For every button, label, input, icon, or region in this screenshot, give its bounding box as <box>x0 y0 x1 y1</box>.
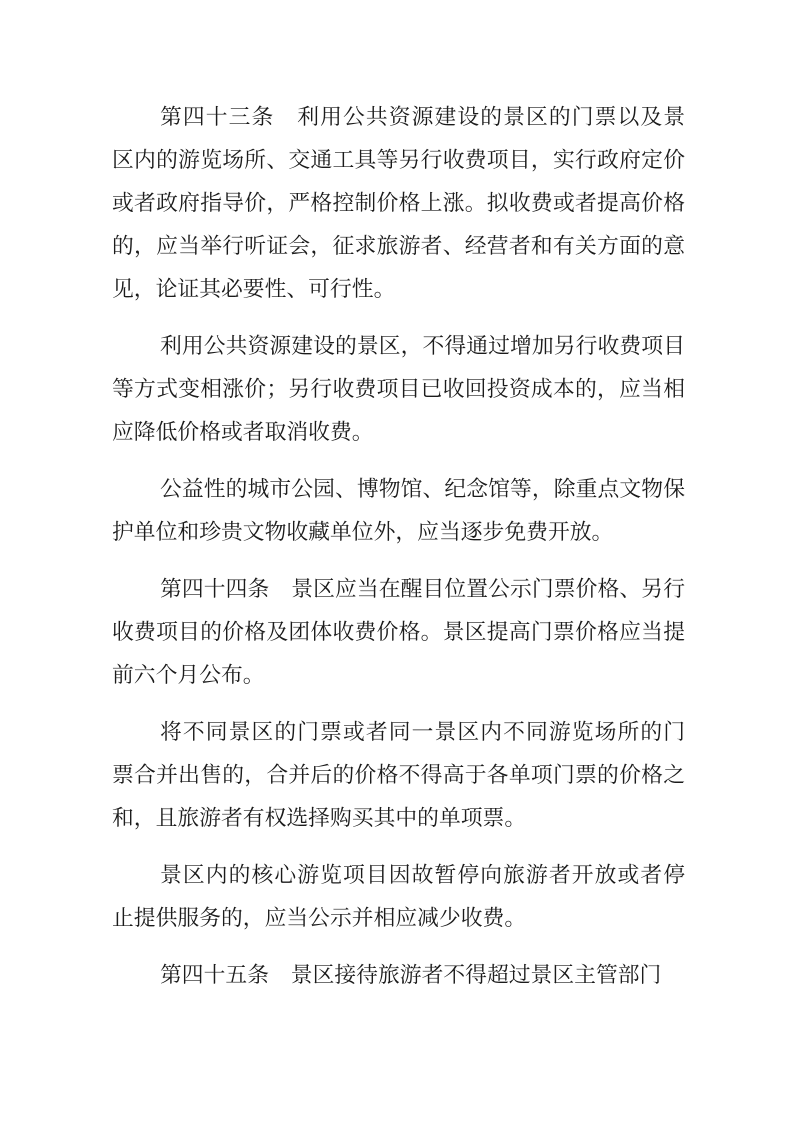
text-line: 利用公共资源建设的景区，不得通过增加另行收费项目 <box>160 334 685 358</box>
text-line: 第四十四条 景区应当在醒目位置公示门票价格、另行 <box>160 577 685 601</box>
text-line: 前六个月公布。 <box>112 663 265 687</box>
text-line: 或者政府指导价，严格控制价格上涨。拟收费或者提高价格 <box>112 191 685 215</box>
text-line: 将不同景区的门票或者同一景区内不同游览场所的门 <box>160 720 685 744</box>
text-line: 票合并出售的，合并后的价格不得高于各单项门票的价格之 <box>112 763 685 787</box>
text-line: 第四十五条 景区接待旅游者不得超过景区主管部门 <box>160 963 662 987</box>
text-line: 区内的游览场所、交通工具等另行收费项目，实行政府定价 <box>112 148 685 172</box>
paragraph <box>112 96 685 311</box>
text-line: 景区内的核心游览项目因故暂停向旅游者开放或者停 <box>160 863 685 887</box>
text-line: 等方式变相涨价；另行收费项目已收回投资成本的，应当相 <box>112 377 685 401</box>
paragraph <box>112 854 685 940</box>
paragraph <box>112 711 685 840</box>
text-line: 应降低价格或者取消收费。 <box>112 420 374 444</box>
text-line: 护单位和珍贵文物收藏单位外，应当逐步免费开放。 <box>112 520 614 544</box>
paragraph <box>112 325 685 454</box>
paragraph <box>112 954 685 997</box>
text-line: 第四十三条 利用公共资源建设的景区的门票以及景 <box>160 105 685 129</box>
text-line: 的，应当举行听证会，征求旅游者、经营者和有关方面的意 <box>112 234 685 258</box>
text-line: 公益性的城市公园、博物馆、纪念馆等，除重点文物保 <box>160 477 685 501</box>
text-line: 和，且旅游者有权选择购买其中的单项票。 <box>112 806 527 830</box>
text-line: 收费项目的价格及团体收费价格。景区提高门票价格应当提 <box>112 620 685 644</box>
document-body <box>112 96 685 1011</box>
text-line: 见，论证其必要性、可行性。 <box>112 277 396 301</box>
paragraph <box>112 468 685 554</box>
paragraph <box>112 568 685 697</box>
text-line: 止提供服务的，应当公示并相应减少收费。 <box>112 906 527 930</box>
